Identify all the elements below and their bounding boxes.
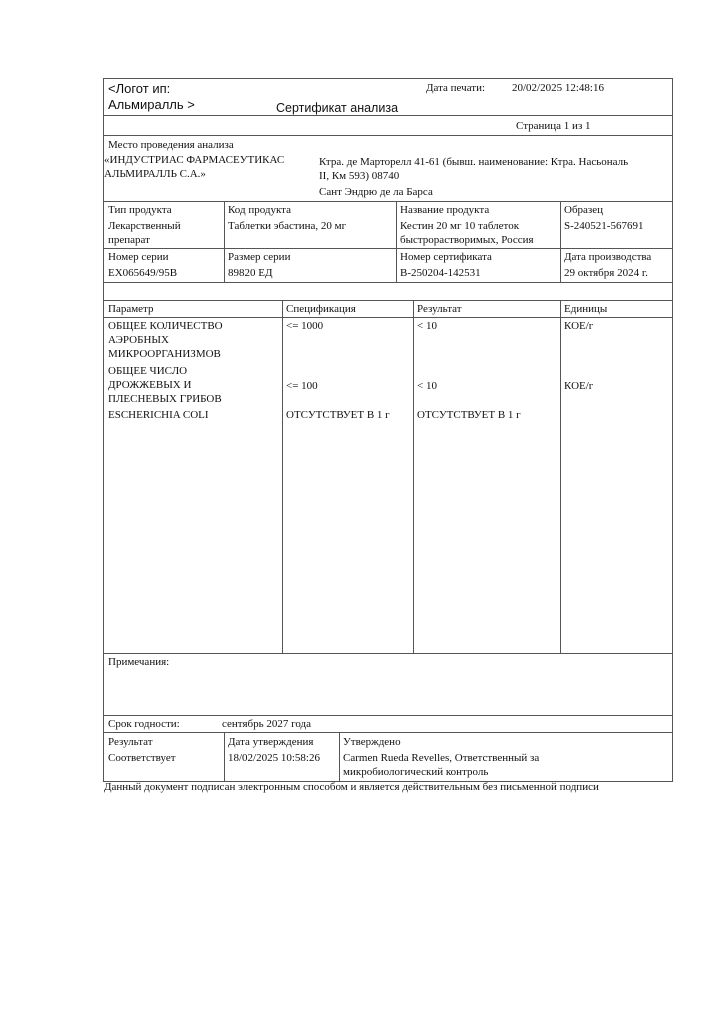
grid-line [413, 300, 414, 653]
location-label: Место проведения анализа [108, 139, 234, 151]
approved-by-line-1: Carmen Rueda Revelles, Ответственный за [343, 752, 540, 764]
divider [103, 715, 673, 716]
table-cell-result: < 10 [417, 320, 437, 332]
grid-line [396, 201, 397, 282]
manufacture-date-label: Дата производства [564, 251, 652, 263]
product-name-value-2: быстрорастворимых, Россия [400, 234, 534, 246]
approval-result-label: Результат [108, 736, 153, 748]
divider [103, 135, 673, 136]
document-frame [103, 78, 673, 782]
company-name-line-1: «ИНДУСТРИАС ФАРМАСЕУТИКАС [104, 154, 285, 166]
divider [103, 317, 673, 318]
product-name-value-1: Кестин 20 мг 10 таблеток [400, 220, 520, 232]
divider [103, 282, 673, 283]
table-cell-parameter: АЭРОБНЫХ [108, 334, 169, 346]
grid-line [224, 201, 225, 282]
table-cell-parameter: ОБЩЕЕ ЧИСЛО [108, 365, 188, 377]
logo-line-1: <Логот ип: [108, 81, 171, 96]
divider [103, 732, 673, 733]
approval-date-value: 18/02/2025 10:58:26 [228, 752, 320, 764]
certificate-label: Номер сертификата [400, 251, 492, 263]
approval-date-label: Дата утверждения [228, 736, 314, 748]
product-name-label: Название продукта [400, 204, 490, 216]
sample-value: S-240521-567691 [564, 220, 644, 232]
grid-line [560, 300, 561, 653]
column-header-result: Результат [417, 303, 462, 315]
table-cell-parameter: ESCHERICHIA COLI [108, 409, 209, 421]
batch-size-label: Размер серии [228, 251, 291, 263]
print-date-label: Дата печати: [426, 82, 486, 94]
batch-value: EX065649/95B [108, 267, 178, 279]
product-code-label: Код продукта [228, 204, 292, 216]
divider [103, 248, 673, 249]
expiry-label: Срок годности: [108, 718, 180, 730]
footer-note: Данный документ подписан электронным способом и является действительным без письменной подписи [104, 781, 599, 793]
grid-line [282, 300, 283, 653]
page-title: Сертификат анализа [276, 101, 399, 115]
column-header-parameter: Параметр [108, 303, 154, 315]
table-cell-specification: <= 100 [286, 380, 318, 392]
certificate-value: B-250204-142531 [400, 267, 481, 279]
print-date-value: 20/02/2025 12:48:16 [512, 82, 604, 94]
notes-label: Примечания: [108, 656, 170, 668]
company-name-line-2: АЛЬМИРАЛЛЬ С.А.» [104, 168, 206, 180]
table-cell-units: КОЕ/г [564, 320, 594, 332]
table-cell-result: < 10 [417, 380, 437, 392]
address-line-3: Сант Эндрю де ла Барса [319, 186, 433, 198]
divider [103, 653, 673, 654]
divider [103, 300, 673, 301]
table-cell-parameter: ПЛЕСНЕВЫХ ГРИБОВ [108, 393, 222, 405]
manufacture-date-value: 29 октября 2024 г. [564, 267, 648, 279]
grid-line [339, 732, 340, 782]
column-header-units: Единицы [564, 303, 608, 315]
logo-line-2: Альмиралль > [108, 97, 195, 112]
divider [103, 201, 673, 202]
table-cell-specification: <= 1000 [286, 320, 324, 332]
approved-by-label: Утверждено [343, 736, 401, 748]
approval-result-value: Соответствует [108, 752, 176, 764]
product-type-label: Тип продукта [108, 204, 172, 216]
address-line-1: Ктра. де Марторелл 41-61 (бывш. наименование: Ктра. Насьональ [319, 156, 629, 168]
table-cell-parameter: ДРОЖЖЕВЫХ И [108, 379, 192, 391]
table-cell-units: КОЕ/г [564, 380, 594, 392]
product-type-value-2: препарат [108, 234, 150, 246]
table-cell-parameter: МИКРООРГАНИЗМОВ [108, 348, 221, 360]
table-cell-parameter: ОБЩЕЕ КОЛИЧЕСТВО [108, 320, 223, 332]
batch-label: Номер серии [108, 251, 169, 263]
divider [103, 115, 673, 116]
approved-by-line-2: микробиологический контроль [343, 766, 489, 778]
grid-line [560, 201, 561, 282]
product-code-value: Таблетки эбастина, 20 мг [228, 220, 347, 232]
page-number: Страница 1 из 1 [516, 120, 591, 132]
product-type-value-1: Лекарственный [108, 220, 181, 232]
table-cell-result: ОТСУТСТВУЕТ В 1 г [417, 409, 521, 421]
grid-line [224, 732, 225, 782]
column-header-specification: Спецификация [286, 303, 356, 315]
batch-size-value: 89820 ЕД [228, 267, 273, 279]
expiry-value: сентябрь 2027 года [222, 718, 312, 730]
table-cell-specification: ОТСУТСТВУЕТ В 1 г [286, 409, 390, 421]
address-line-2: II, Км 593) 08740 [319, 170, 400, 182]
sample-label: Образец [564, 204, 604, 216]
